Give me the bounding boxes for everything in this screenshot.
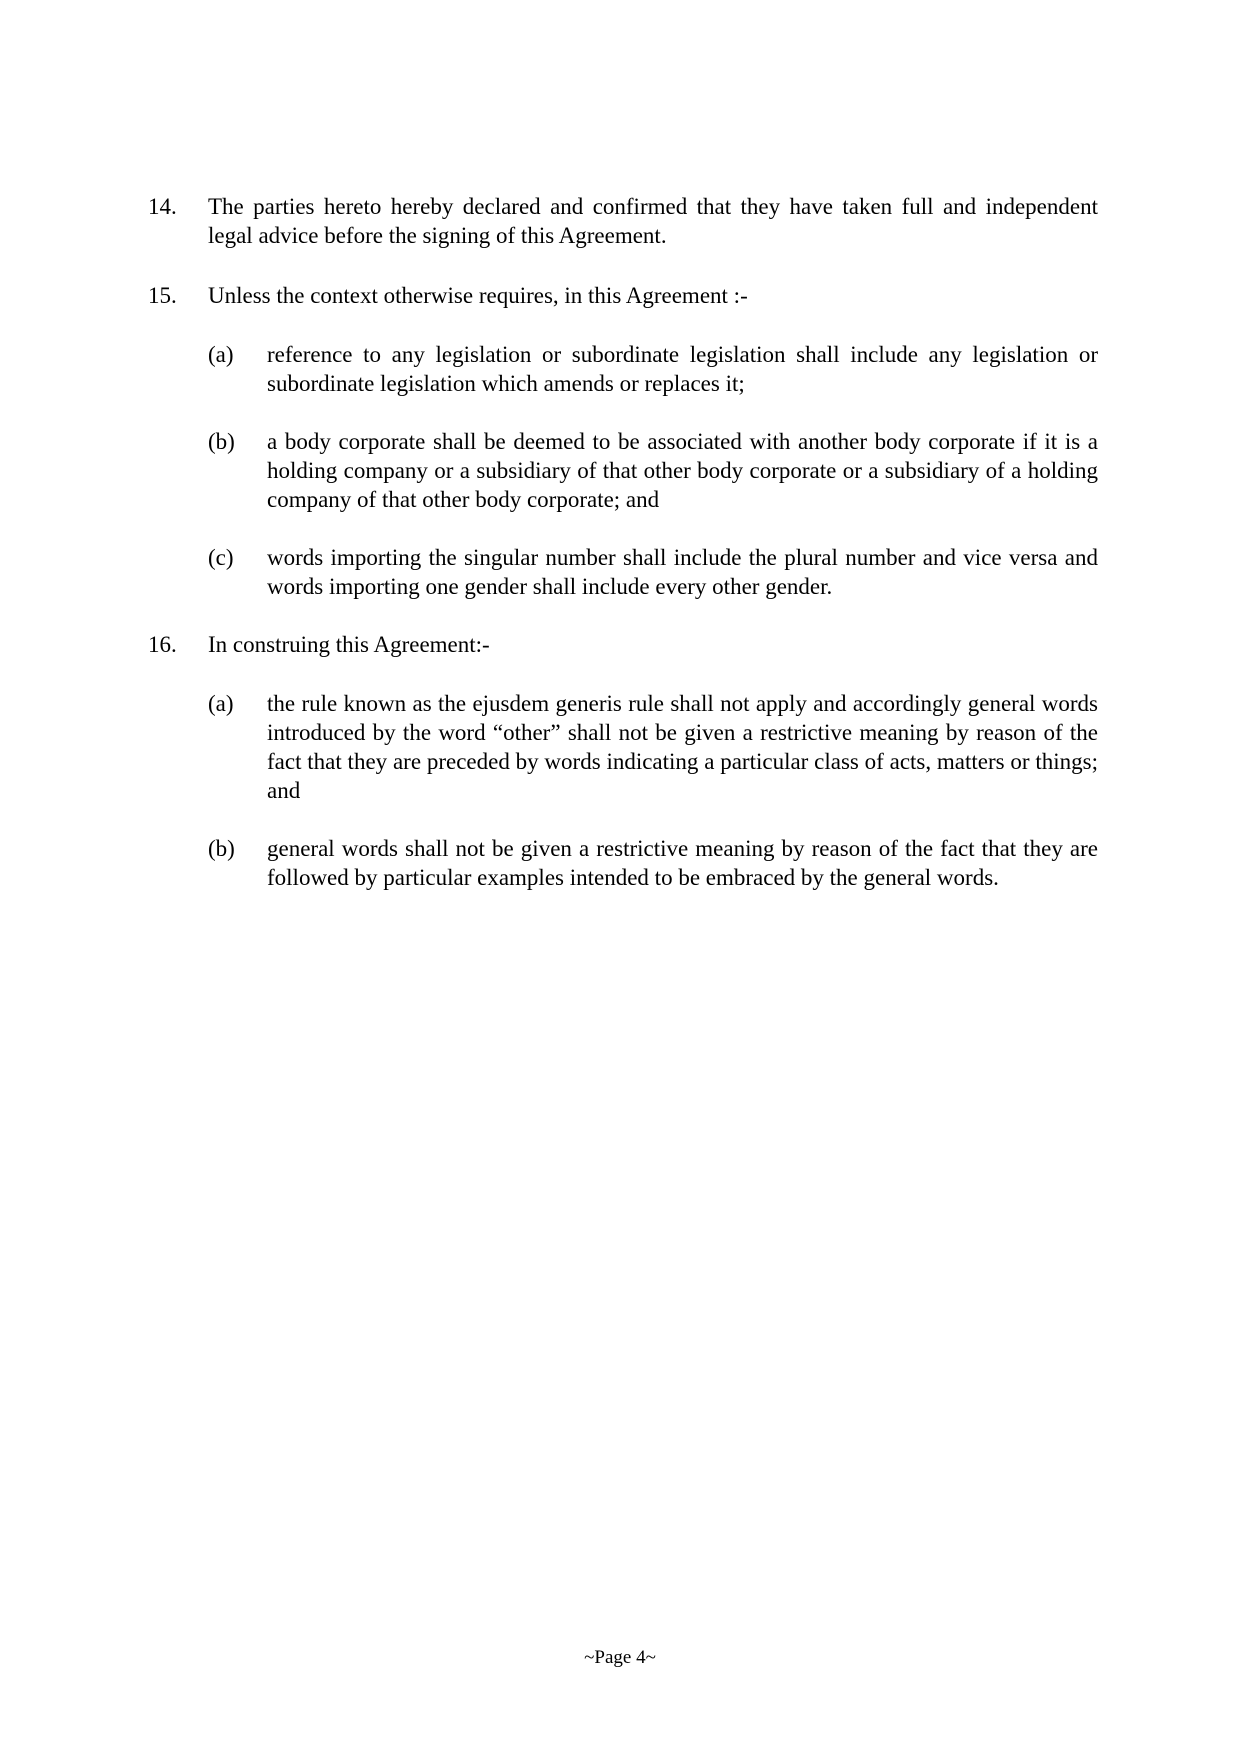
item-text: a body corporate shall be deemed to be associated with another body corporate if it is a holding company or a subsidiary of that other body corporate or a subsidiary of a holding company of that other body corporate; and [267, 429, 1098, 512]
clause-text: The parties hereto hereby declared and confirmed that they have taken full and independent legal advice before the signing of this Agreement. [208, 194, 1098, 248]
clause-16-item-b [208, 834, 1098, 892]
clause-15-item-b [208, 427, 1098, 514]
clause-16-item-a [208, 689, 1098, 805]
item-text: words importing the singular number shall include the plural number and vice versa and words importing one gender shall include every other gender. [267, 545, 1098, 599]
clause-15-item-c [208, 543, 1098, 601]
item-label: (a) [208, 342, 234, 367]
clause-number: 14. [148, 194, 177, 219]
clause-number: 16. [148, 632, 177, 657]
clause-text: In construing this Agreement:- [208, 632, 490, 657]
item-label: (c) [208, 545, 234, 570]
item-label: (b) [208, 429, 235, 454]
clause-15 [148, 281, 1098, 310]
item-text: reference to any legislation or subordinate legislation shall include any legislation or subordinate legislation which amends or replaces it; [267, 342, 1098, 396]
clause-14 [148, 192, 1098, 250]
clause-number: 15. [148, 283, 177, 308]
page-number-footer: ~Page 4~ [584, 1647, 656, 1668]
item-label: (b) [208, 836, 235, 861]
clause-text: Unless the context otherwise requires, in this Agreement :- [208, 283, 748, 308]
item-text: general words shall not be given a restrictive meaning by reason of the fact that they are followed by particular examples intended to be embraced by the general words. [267, 836, 1098, 890]
item-label: (a) [208, 691, 234, 716]
clause-16 [148, 630, 1098, 659]
item-text: the rule known as the ejusdem generis rule shall not apply and accordingly general words introduced by the word “other” shall not be given a restrictive meaning by reason of the fact that they are preceded by words indicating a particular class of acts, matters or things; and [267, 691, 1098, 803]
clause-15-item-a [208, 340, 1098, 398]
